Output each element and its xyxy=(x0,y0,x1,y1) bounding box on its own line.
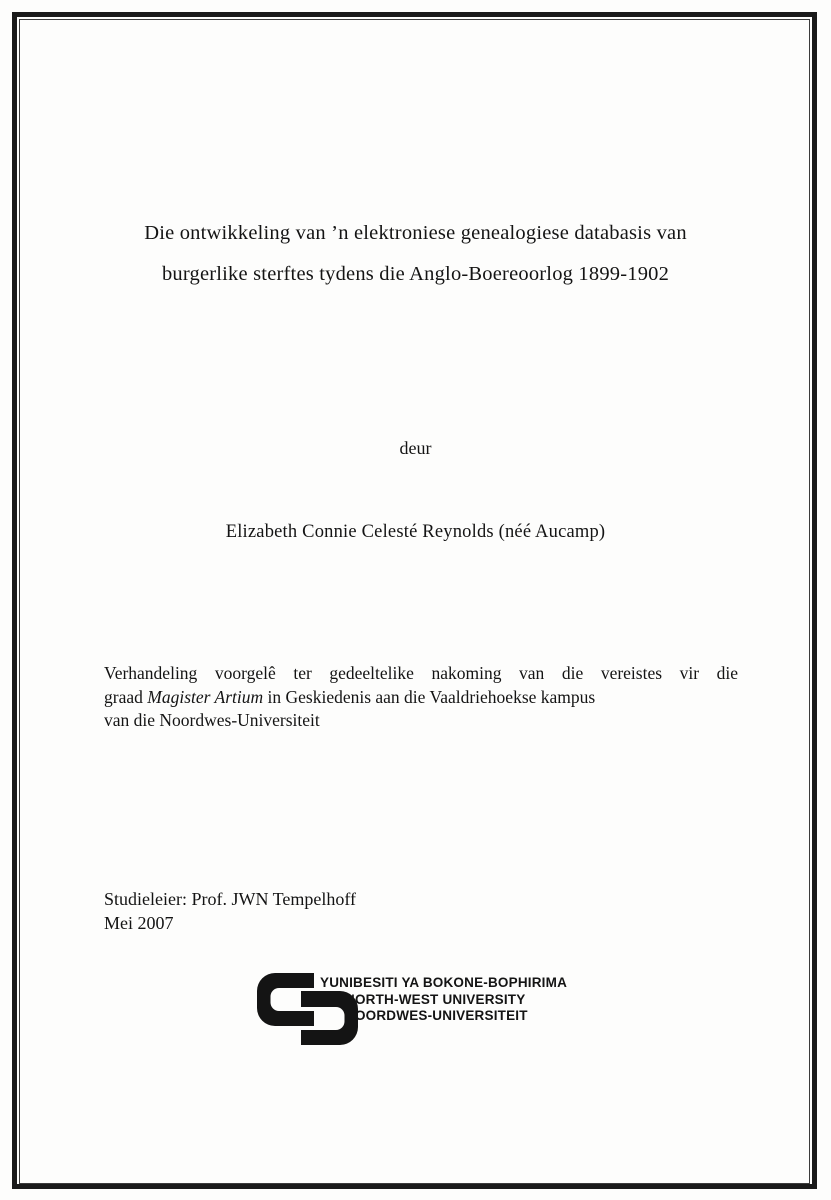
logo-wordmark xyxy=(320,975,567,1025)
byline: deur xyxy=(399,438,432,458)
degree-name-italic: Magister Artium xyxy=(147,686,264,707)
degree-statement-line-2 xyxy=(104,686,738,710)
thesis-title-line-1: Die ontwikkeling van ’n elektroniese genealogiese databasis van xyxy=(144,222,687,244)
degree-statement-line-2-pre: graad xyxy=(104,686,148,707)
author-name: Elizabeth Connie Celesté Reynolds (néé Aucamp) xyxy=(225,522,606,542)
logo-wordmark-line-3: NOORDWES-UNIVERSITEIT xyxy=(345,1008,528,1023)
degree-statement-line-1: Verhandeling voorgelê ter gedeeltelike nakoming van die vereistes vir die xyxy=(104,663,738,683)
date-line: Mei 2007 xyxy=(104,913,174,933)
supervisor-line: Studieleier: Prof. JWN Tempelhoff xyxy=(104,889,357,909)
degree-statement xyxy=(104,662,738,733)
university-logo xyxy=(257,972,587,1050)
logo-wordmark-line-2: NORTH-WEST UNIVERSITY xyxy=(345,991,526,1007)
degree-statement-line-2-post: in Geskiedenis aan die Vaaldriehoekse kampus xyxy=(263,686,596,707)
supervisor-block xyxy=(104,887,356,935)
thesis-title xyxy=(45,213,786,295)
logo-wordmark-line-1: YUNIBESITI YA BOKONE-BOPHIRIMA xyxy=(320,975,568,990)
degree-statement-line-3: van die Noordwes-Universiteit xyxy=(104,710,320,730)
thesis-title-line-2: burgerlike sterftes tydens die Anglo-Boereoorlog 1899-1902 xyxy=(161,263,670,285)
